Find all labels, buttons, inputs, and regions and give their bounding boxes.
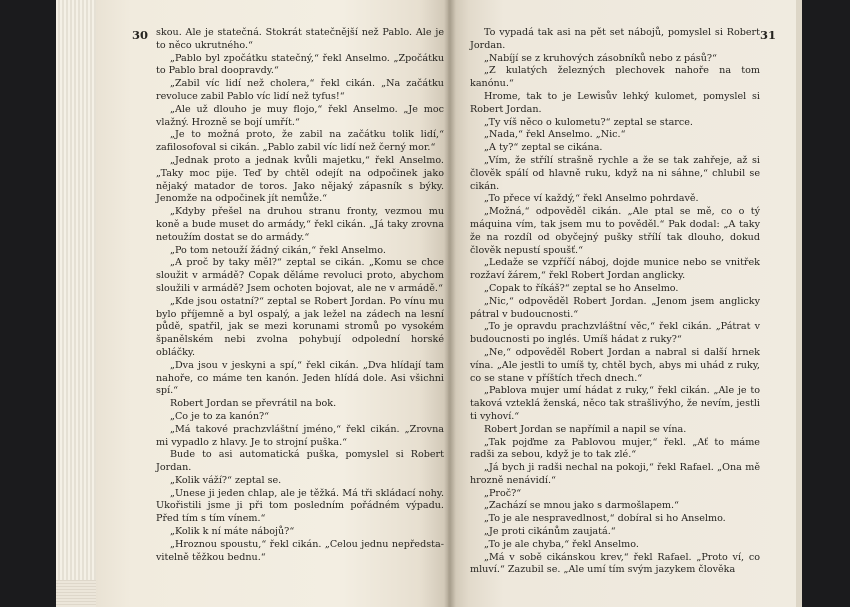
paragraph: „Ledaže se vzpříčí náboj, dojde munice nebo se vnitřek rozžaví žárem,“ řekl Robert Jordan anglicky. bbox=[470, 257, 760, 282]
paragraph: „Jednak proto a jednak kvůli majetku,“ řekl Anselmo. „Taky moc pije. Teď by chtěl odejít na odpočinek jako nějaký matador de toros. Jako nějaký zápasník s býky. Jenomže na odpočinek jít nemůže.“ bbox=[156, 154, 444, 205]
paragraph: „Pablo byl zpočátku statečný,“ řekl Anselmo. „Zpočátku to Pablo bral doopravdy.“ bbox=[156, 52, 444, 77]
paragraph: „To je opravdu prachzvláštní věc,“ řekl cikán. „Pátrat v budoucnosti po inglés. Umíš hádat z ruky?“ bbox=[470, 321, 760, 346]
paragraph: „Co je to za kanón?“ bbox=[170, 410, 270, 422]
paragraph: Bude to asi automatická puška, pomyslel si Robert Jordan. bbox=[156, 449, 444, 474]
paragraph: Robert Jordan se napřímil a napil se vína. bbox=[484, 423, 687, 435]
paragraph: „Ty víš něco o kulometu?“ zeptal se starce. bbox=[484, 116, 693, 128]
right-page bbox=[448, 0, 796, 607]
book-gutter bbox=[444, 0, 456, 607]
left-page bbox=[96, 0, 448, 607]
paragraph: „Proč?“ bbox=[484, 487, 522, 499]
paragraph: „Z kulatých železných plechovek nahoře na tom kanónu.“ bbox=[470, 65, 760, 90]
paragraph: „Dva jsou v jeskyni a spí,“ řekl cikán. „Dva hlídají tam nahoře, co máme ten kanón. Jeden hlídá dole. Asi všichni spí.“ bbox=[156, 359, 444, 397]
page-number: 31 bbox=[760, 28, 777, 42]
paragraph: „A ty?“ zeptal se cikána. bbox=[484, 142, 603, 154]
paragraph: „Má takové prachzvláštní jméno,“ řekl cikán. „Zrovna mi vypadlo z hlavy. Je to strojní puška.“ bbox=[156, 423, 444, 448]
paragraph: „To je ale nespravedlnost,“ dobíral si ho Anselmo. bbox=[484, 513, 726, 525]
paragraph: „Vím, že střílí strašně rychle a že se tak zahřeje, až si člověk spálí od hlavně ruku, když na ni sáhne,“ chlubil se cikán. bbox=[470, 154, 760, 192]
left-page-text bbox=[156, 27, 444, 564]
paragraph: „Je to možná proto, že zabil na začátku tolik lidí,“ zafilosofoval si cikán. „Pablo zabil víc lidí než černý mor.“ bbox=[156, 129, 444, 154]
paragraph: „Hroznou spoustu,“ řekl cikán. „Celou jednu nepředstavitelně těžkou bednu.“ bbox=[156, 538, 444, 563]
page-edges-left bbox=[56, 0, 96, 607]
paragraph: Hrome, tak to je Lewisův lehký kulomet, pomyslel si Robert Jordan. bbox=[470, 90, 760, 115]
paragraph: „Kde jsou ostatní?“ zeptal se Robert Jordan. Po vínu mu bylo příjemně a byl ospalý, a jak ležel na zádech na lesní půdě, spatřil, jak se mezi korunami stromů po vysokém španělském nebi zvolna pohybují odpolední horské obláčky. bbox=[156, 295, 444, 358]
paragraph: To vypadá tak asi na pět set nábojů, pomyslel si Robert Jordan. bbox=[470, 27, 760, 51]
paragraph: skou. Ale je statečná. Stokrát statečnější než Pablo. Ale je to něco ukrutného.“ bbox=[156, 27, 444, 51]
page-number: 30 bbox=[132, 28, 149, 42]
paragraph: „To je ale chyba,“ řekl Anselmo. bbox=[484, 538, 639, 550]
paragraph: „Po tom netouží žádný cikán,“ řekl Anselmo. bbox=[170, 244, 386, 256]
paragraph: „A proč by taky měl?“ zeptal se cikán. „Komu se chce sloužit v armádě? Copak děláme revoluci proto, abychom sloužili v armádě? Jsem ochoten bojovat, ale ne v armádě.“ bbox=[156, 257, 444, 294]
paragraph: „Kolik k ní máte nábojů?“ bbox=[170, 526, 295, 538]
paragraph: „Nada,“ řekl Anselmo. „Nic.“ bbox=[484, 129, 626, 141]
paragraph: „Ale už dlouho je muy flojo,“ řekl Anselmo. „Je moc vlažný. Hrozně se bojí umřít.“ bbox=[156, 103, 444, 128]
page-edges-right bbox=[796, 0, 802, 607]
paragraph: „Ne,“ odpověděl Robert Jordan a nabral si další hrnek vína. „Ale jestli to umíš ty, chtěl bych, abys mi uhád z ruky, co se stane v příštích třech dnech.“ bbox=[470, 346, 760, 384]
paragraph: „Nabíjí se z kruhových zásobníků nebo z pásů?“ bbox=[484, 52, 717, 64]
paragraph: „Nic,“ odpověděl Robert Jordan. „Jenom jsem anglicky pátral v budoucnosti.“ bbox=[470, 295, 760, 320]
paragraph: „Je proti cikánům zaujatá.“ bbox=[484, 526, 616, 538]
paragraph: „Zabil víc lidí než cholera,“ řekl cikán. „Na začátku revoluce zabil Pablo víc lidí než tyfus!“ bbox=[156, 78, 444, 102]
paragraph: „Má v sobě cikánskou krev,“ řekl Rafael. „Proto ví, co mluví.“ Zazubil se. „Ale umí tím svým jazykem člověka bbox=[470, 551, 760, 576]
paragraph: „Možná,“ odpověděl cikán. „Ale ptal se mě, co o tý máquina vím, tak jsem mu to pověděl.“ Pak dodal: „A taky že na rozdíl od obyčejný pušky střílí tak dlouho, dokud člověk nepustí spoušť.“ bbox=[470, 206, 760, 256]
paragraph: „Unese ji jeden chlap, ale je těžká. Má tři skládací nohy. Ukořistili jsme ji při tom posledním pořádném výpadu. Před tím s tím vínem.“ bbox=[156, 487, 444, 525]
paragraph: „Kolik váží?“ zeptal se. bbox=[170, 474, 282, 486]
right-page-text bbox=[470, 27, 760, 577]
paragraph: „Copak to říkáš?“ zeptal se ho Anselmo. bbox=[484, 282, 679, 294]
paragraph: „Pablova mujer umí hádat z ruky,“ řekl cikán. „Ale je to taková vzteklá ženská, něco tak strašlivýho, že nevím, jestli ti vyhoví.“ bbox=[470, 385, 760, 422]
paragraph: „Tak pojďme za Pablovou mujer,“ řekl. „Ať to máme radši za sebou, když je to tak zlé.“ bbox=[470, 436, 760, 461]
paragraph: „Já bych ji radši nechal na pokoji,“ řekl Rafael. „Ona mě hrozně nenávidí.“ bbox=[470, 462, 760, 486]
paragraph: „Kdyby přešel na druhou stranu fronty, vezmou mu koně a bude muset do armády,“ řekl cikán. „Já taky zrovna netoužím dostat se do armády.“ bbox=[156, 206, 444, 243]
paragraph: „Zachází se mnou jako s darmošlapem.“ bbox=[484, 500, 679, 512]
paragraph: „To přece ví každý,“ řekl Anselmo pohrdavě. bbox=[484, 193, 699, 205]
paragraph: Robert Jordan se převrátil na bok. bbox=[170, 398, 337, 410]
